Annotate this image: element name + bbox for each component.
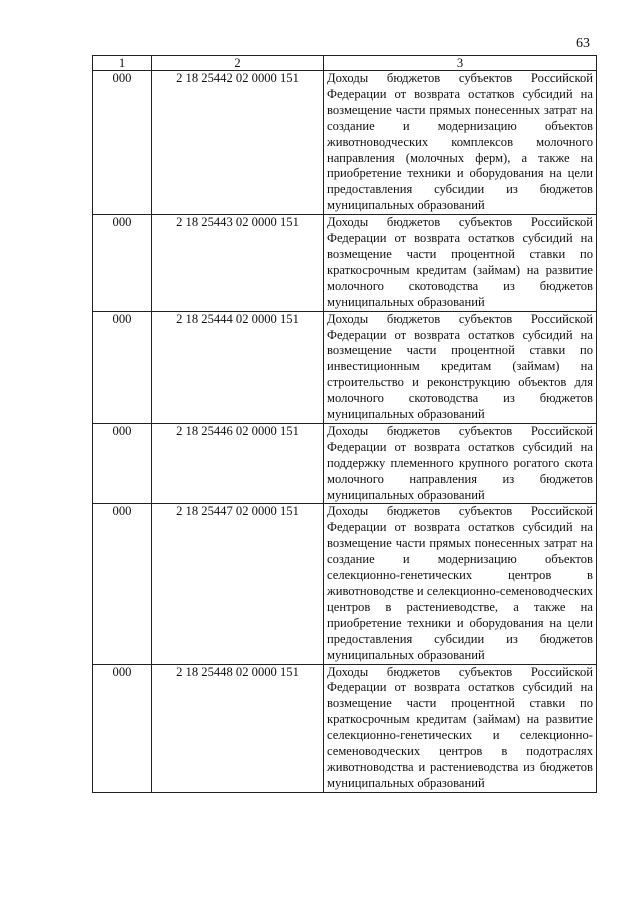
admin-code-cell: 000 [93, 423, 152, 504]
admin-code-cell: 000 [93, 215, 152, 311]
budget-income-table [92, 55, 597, 793]
description-cell: Доходы бюджетов субъектов Российской Федерации от возврата остатков субсидий на возмещение части прямых понесенных затрат на создание и модернизацию объектов животноводческих комплексов молочного направления (молочных ферм), а также на приобретение техники и оборудования на цели предоставления субсидии из бюджетов муниципальных образований [324, 71, 597, 215]
admin-code-cell: 000 [93, 311, 152, 423]
kbk-code-cell: 2 18 25443 02 0000 151 [152, 215, 324, 311]
column-header-2: 2 [152, 56, 324, 71]
kbk-code-cell: 2 18 25448 02 0000 151 [152, 664, 324, 792]
table-row [93, 215, 597, 311]
description-cell: Доходы бюджетов субъектов Российской Федерации от возврата остатков субсидий на возмещение части прямых понесенных затрат на создание и модернизацию объектов селекционно-генетических центров в животноводстве и селекционно-семеноводческих центров в растениеводстве, а также на приобретение техники и оборудования на цели предоставления субсидии из бюджетов муниципальных образований [324, 504, 597, 664]
description-cell: Доходы бюджетов субъектов Российской Федерации от возврата остатков субсидий на поддержку племенного крупного рогатого скота молочного направления из бюджетов муниципальных образований [324, 423, 597, 504]
table-row [93, 71, 597, 215]
kbk-code-cell: 2 18 25446 02 0000 151 [152, 423, 324, 504]
admin-code-cell: 000 [93, 664, 152, 792]
kbk-code-cell: 2 18 25442 02 0000 151 [152, 71, 324, 215]
admin-code-cell: 000 [93, 504, 152, 664]
description-cell: Доходы бюджетов субъектов Российской Федерации от возврата остатков субсидий на возмещение части процентной ставки по краткосрочным кредитам (займам) на развитие селекционно-генетических и селекционно-семеноводческих центров в подотраслях животноводства и растениеводства из бюджетов муниципальных образований [324, 664, 597, 792]
description-cell: Доходы бюджетов субъектов Российской Федерации от возврата остатков субсидий на возмещение части процентной ставки по инвестиционным кредитам (займам) на строительство и реконструкцию объектов для молочного скотоводства из бюджетов муниципальных образований [324, 311, 597, 423]
kbk-code-cell: 2 18 25444 02 0000 151 [152, 311, 324, 423]
table-header-row [93, 56, 597, 71]
table-row [93, 504, 597, 664]
column-header-3: 3 [324, 56, 597, 71]
table-row [93, 664, 597, 792]
admin-code-cell: 000 [93, 71, 152, 215]
kbk-code-cell: 2 18 25447 02 0000 151 [152, 504, 324, 664]
table-row [93, 311, 597, 423]
table-row [93, 423, 597, 504]
page-number: 63 [576, 36, 590, 51]
column-header-1: 1 [93, 56, 152, 71]
description-cell: Доходы бюджетов субъектов Российской Федерации от возврата остатков субсидий на возмещение части процентной ставки по краткосрочным кредитам (займам) на развитие молочного скотоводства из бюджетов муниципальных образований [324, 215, 597, 311]
